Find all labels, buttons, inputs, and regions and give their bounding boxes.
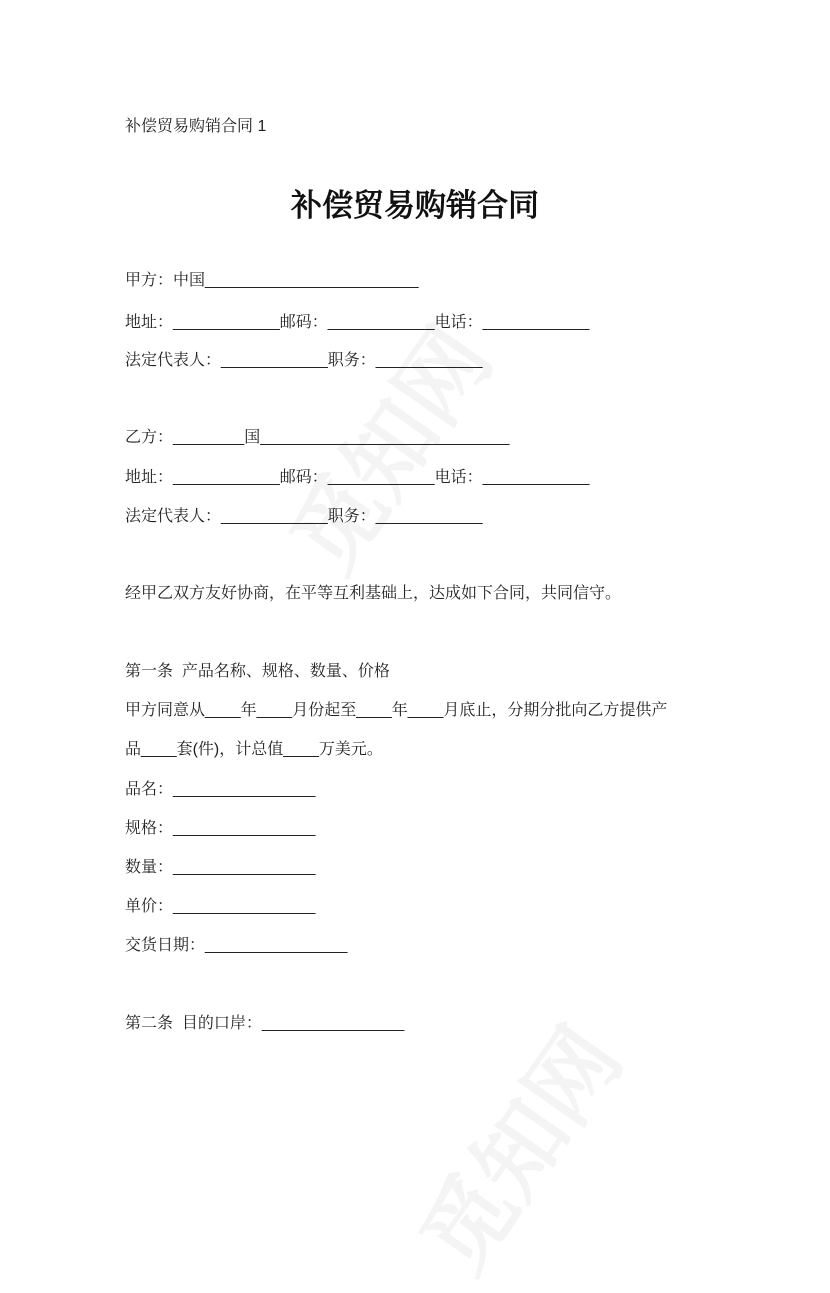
watermark <box>384 997 645 1293</box>
field-delivery-date: 交货日期：________________ <box>125 937 348 954</box>
preamble: 经甲乙双方友好协商，在平等互利基础上，达成如下合同，共同信守。 <box>125 585 622 602</box>
field-quantity: 数量：________________ <box>125 859 316 876</box>
party-b-name: 乙方：________国____________________________ <box>125 429 510 446</box>
party-a-name: 甲方：中国________________________ <box>125 272 419 289</box>
article2-heading: 第二条 目的口岸：________________ <box>125 1015 405 1032</box>
field-unit-price: 单价：________________ <box>125 898 316 915</box>
party-b-address: 地址：____________邮码：____________电话：____________ <box>125 469 590 486</box>
page-header: 补偿贸易购销合同 1 <box>125 118 267 135</box>
field-product-name: 品名：________________ <box>125 781 316 798</box>
document-title: 补偿贸易购销合同 <box>291 188 539 224</box>
article1-heading: 第一条 产品名称、规格、数量、价格 <box>125 663 390 680</box>
article1-body-cont: 品____套(件)，计总值____万美元。 <box>125 741 383 758</box>
article1-body: 甲方同意从____年____月份起至____年____月底止，分期分批向乙方提供产 <box>125 702 668 719</box>
party-b-representative: 法定代表人：____________职务：____________ <box>125 508 483 525</box>
party-a-address: 地址：____________邮码：____________电话：____________ <box>125 314 590 331</box>
field-specification: 规格：________________ <box>125 820 316 837</box>
party-a-representative: 法定代表人：____________职务：____________ <box>125 352 483 369</box>
